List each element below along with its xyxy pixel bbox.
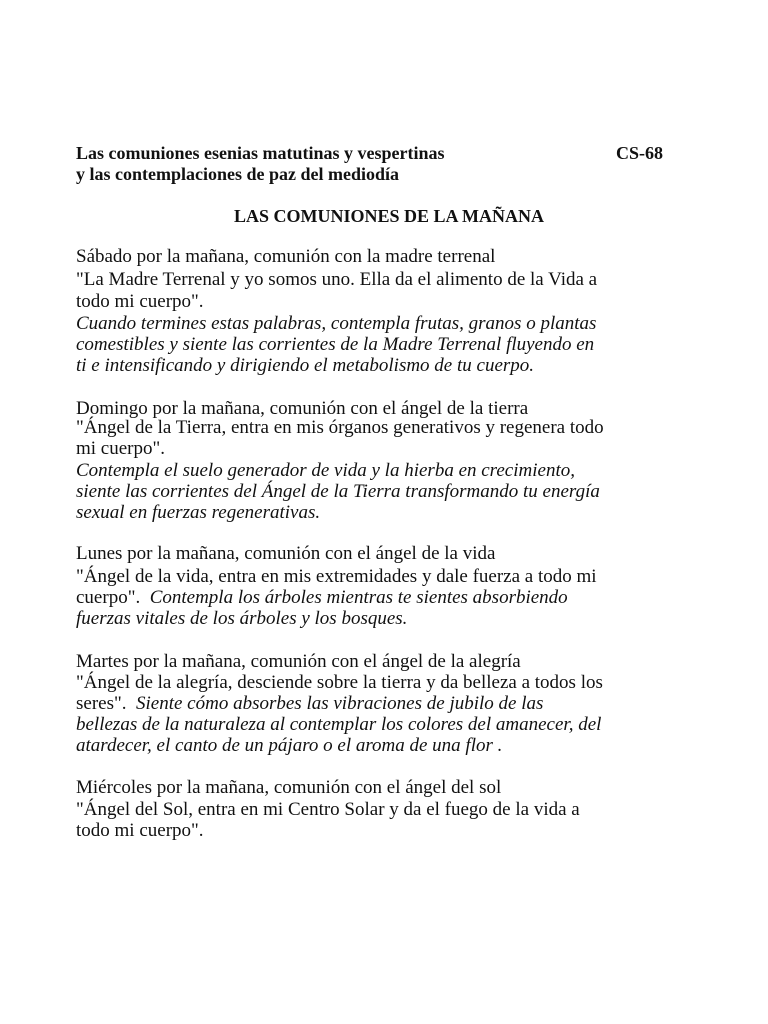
entry-title-wednesday: Miércoles por la mañana, comunión con el ángel del sol	[76, 777, 502, 798]
entry-contemplation-line: comestibles y siente las corrientes de la Madre Terrenal fluyendo en	[76, 334, 595, 355]
document-title-line-2: y las contemplaciones de paz del mediodía	[76, 164, 399, 184]
entry-quote-line: "Ángel de la Tierra, entra en mis órganos generativos y regenera todo	[76, 417, 604, 438]
entry-contemplation-line: atardecer, el canto de un pájaro o el aroma de una flor .	[76, 735, 503, 756]
entry-quote-line: mi cuerpo".	[76, 438, 166, 459]
entry-quote-line: todo mi cuerpo".	[76, 291, 204, 312]
entry-contemplation-line: sexual en fuerzas regenerativas.	[76, 502, 321, 523]
entry-quote-line: todo mi cuerpo".	[76, 820, 204, 841]
entry-quote-line: "Ángel del Sol, entra en mi Centro Solar y da el fuego de la vida a	[76, 799, 580, 820]
entry-quote-line: "Ángel de la vida, entra en mis extremidades y dale fuerza a todo mi	[76, 566, 597, 587]
entry-contemplation-line: Cuando termines estas palabras, contempla frutas, granos o plantas	[76, 313, 597, 334]
document-title-line-1: Las comuniones esenias matutinas y vespertinas	[76, 143, 445, 163]
entry-quote-end: cuerpo".	[76, 587, 141, 608]
entry-quote-end: seres".	[76, 693, 127, 714]
entry-contemplation-start: Siente cómo absorbes las vibraciones de jubilo de las	[136, 693, 544, 714]
document-number: CS-68	[616, 143, 664, 163]
entry-contemplation-line: Contempla el suelo generador de vida y la hierba en crecimiento,	[76, 460, 575, 481]
entry-mixed-line	[76, 693, 543, 715]
entry-quote-line: "Ángel de la alegría, desciende sobre la tierra y da belleza a todos los	[76, 672, 603, 693]
entry-contemplation-line: siente las corrientes del Ángel de la Tierra transformando tu energía	[76, 481, 600, 502]
section-heading: LAS COMUNIONES DE LA MAÑANA	[233, 206, 545, 226]
entry-mixed-line	[76, 587, 568, 609]
entry-contemplation-line: bellezas de la naturaleza al contemplar los colores del amanecer, del	[76, 714, 602, 735]
entry-contemplation-line: fuerzas vitales de los árboles y los bosques.	[76, 608, 408, 629]
entry-title-tuesday: Martes por la mañana, comunión con el ángel de la alegría	[76, 651, 521, 672]
entry-title-sunday: Domingo por la mañana, comunión con el ángel de la tierra	[76, 398, 529, 419]
entry-title-monday: Lunes por la mañana, comunión con el ángel de la vida	[76, 543, 496, 564]
entry-contemplation-start: Contempla los árboles mientras te sientes absorbiendo	[149, 587, 568, 608]
entry-quote-line: "La Madre Terrenal y yo somos uno. Ella da el alimento de la Vida a	[76, 269, 598, 290]
entry-title-saturday: Sábado por la mañana, comunión con la madre terrenal	[76, 246, 496, 267]
entry-contemplation-line: ti e intensificando y dirigiendo el metabolismo de tu cuerpo.	[76, 355, 535, 376]
